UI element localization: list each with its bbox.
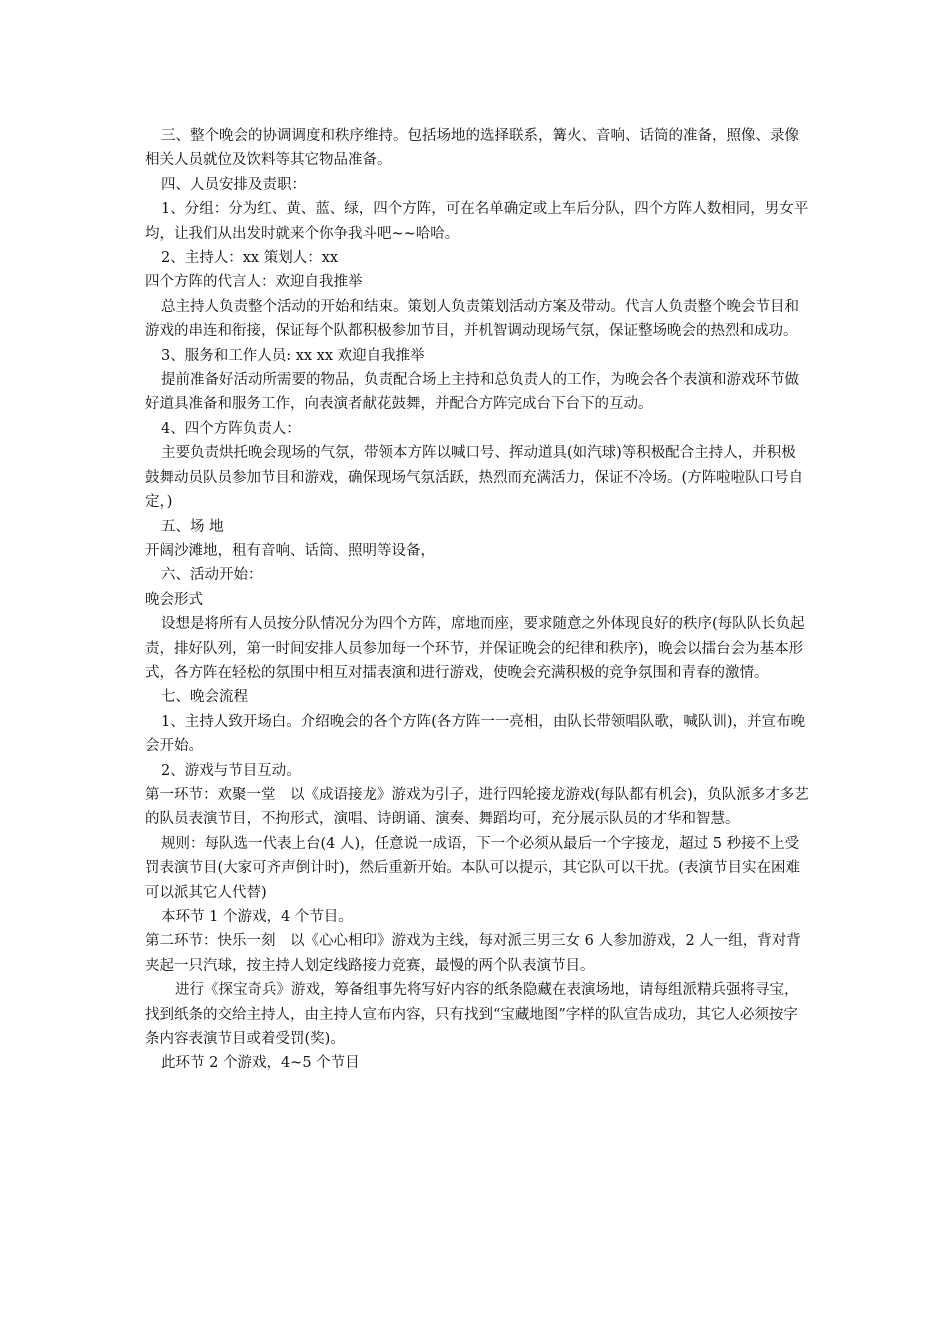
paragraph: 1、分组：分为红、黄、蓝、绿，四个方阵，可在名单确定或上车后分队，四个方阵人数相同，男女平均，让我们从出发时就来个你争我斗吧~~哈哈。 [145,201,809,242]
paragraph: 设想是将所有人员按分队情况分为四个方阵，席地而座，要求随意之外体现良好的秩序(每队队长负起责，排好队列，第一时间安排人员参加每一个环节，并保证晚会的纪律和秩序)，晚会以擂台会为基本形式，各方阵在轻松的氛围中相互对擂表演和进行游戏，使晚会充满积极的竞争氛围和青春的激情。 [145,616,805,681]
paragraph: 晚会形式 [145,591,203,608]
paragraph: 3、服务和工作人员: xx xx 欢迎自我推举 [161,347,425,364]
paragraph: 规则：每队选一代表上台(4 人)，任意说一成语，下一个必须从最后一个字接龙，超过 5 秒接不上受罚表演节目(大家可齐声倒计时)，然后重新开始。本队可以提示，其它队可以干扰。(表演节目实在困难可以派其它人代替) [145,835,800,901]
paragraph: 第一环节：欢聚一堂 以《成语接龙》游戏为引子，进行四轮接龙游戏(每队都有机会)，负队派多才多艺的队员表演节目，不拘形式，演唱、诗朗诵、演奏、舞蹈均可，充分展示队员的才华和智慧。 [145,786,809,828]
paragraph: 四个方阵的代言人：欢迎自我推举 [145,274,363,291]
paragraph: 三、整个晚会的协调调度和秩序维持。包括场地的选择联系，篝火、音响、话筒的准备，照像、录像相关人员就位及饮料等其它物品准备。 [145,128,799,169]
paragraph: 2、游戏与节目互动。 [161,762,301,779]
paragraph: 提前准备好活动所需要的物品，负责配合场上主持和总负责人的工作，为晚会各个表演和游戏环节做好道具准备和服务工作，向表演者献花鼓舞，并配合方阵完成台下台下的互动。 [145,372,799,413]
paragraph: 1、主持人致开场白。介绍晚会的各个方阵(各方阵一一亮相，由队长带领唱队歌，喊队训)，并宣布晚会开始。 [145,713,806,755]
paragraph: 4、四个方阵负责人： [161,420,301,437]
paragraph: 总主持人负责整个活动的开始和结束。策划人负责策划活动方案及带动。代言人负责整个晚会节目和游戏的串连和衔接，保证每个队都积极参加节目，并机智调动现场气氛，保证整场晚会的热烈和成功。 [145,298,799,340]
paragraph: 2、主持人：xx 策划人：xx [161,250,339,267]
section-heading: 四、人员安排及责职： [161,176,306,193]
section-heading: 六、活动开始： [161,567,263,584]
paragraph: 主要负责烘托晚会现场的气氛，带领本方阵以喊口号、挥动道具(如汽球)等积极配合主持人，并积极鼓舞动员队员参加节目和游戏，确保现场气氛活跃，热烈而充满活力，保证不冷场。(方阵啦啦队口号自定，) [145,445,804,511]
document-body [145,124,810,1076]
paragraph: 第二环节：快乐一刻 以《心心相印》游戏为主线，每对派三男三女 6 人参加游戏，2 人一组，背对背夹起一只汽球，按主持人划定线路接力竞赛，最慢的两个队表演节目。 [145,933,801,974]
paragraph: 此环节 2 个游戏，4~5 个节目 [161,1055,360,1072]
paragraph: 开阔沙滩地，租有音响、话筒、照明等设备， [145,542,435,559]
paragraph: 本环节 1 个游戏，4 个节目。 [161,909,353,925]
paragraph: 进行《探宝奇兵》游戏，筹备组事先将写好内容的纸条隐藏在表演场地，请每组派精兵强将寻宝，找到纸条的交给主持人，由主持人宣布内容，只有找到“宝藏地图”字样的队宣告成功，其它人必须按字条内容表演节目或着受罚(奖)。 [145,982,799,1048]
section-heading: 七、晚会流程 [161,689,248,706]
section-heading: 五、场 地 [161,518,224,535]
